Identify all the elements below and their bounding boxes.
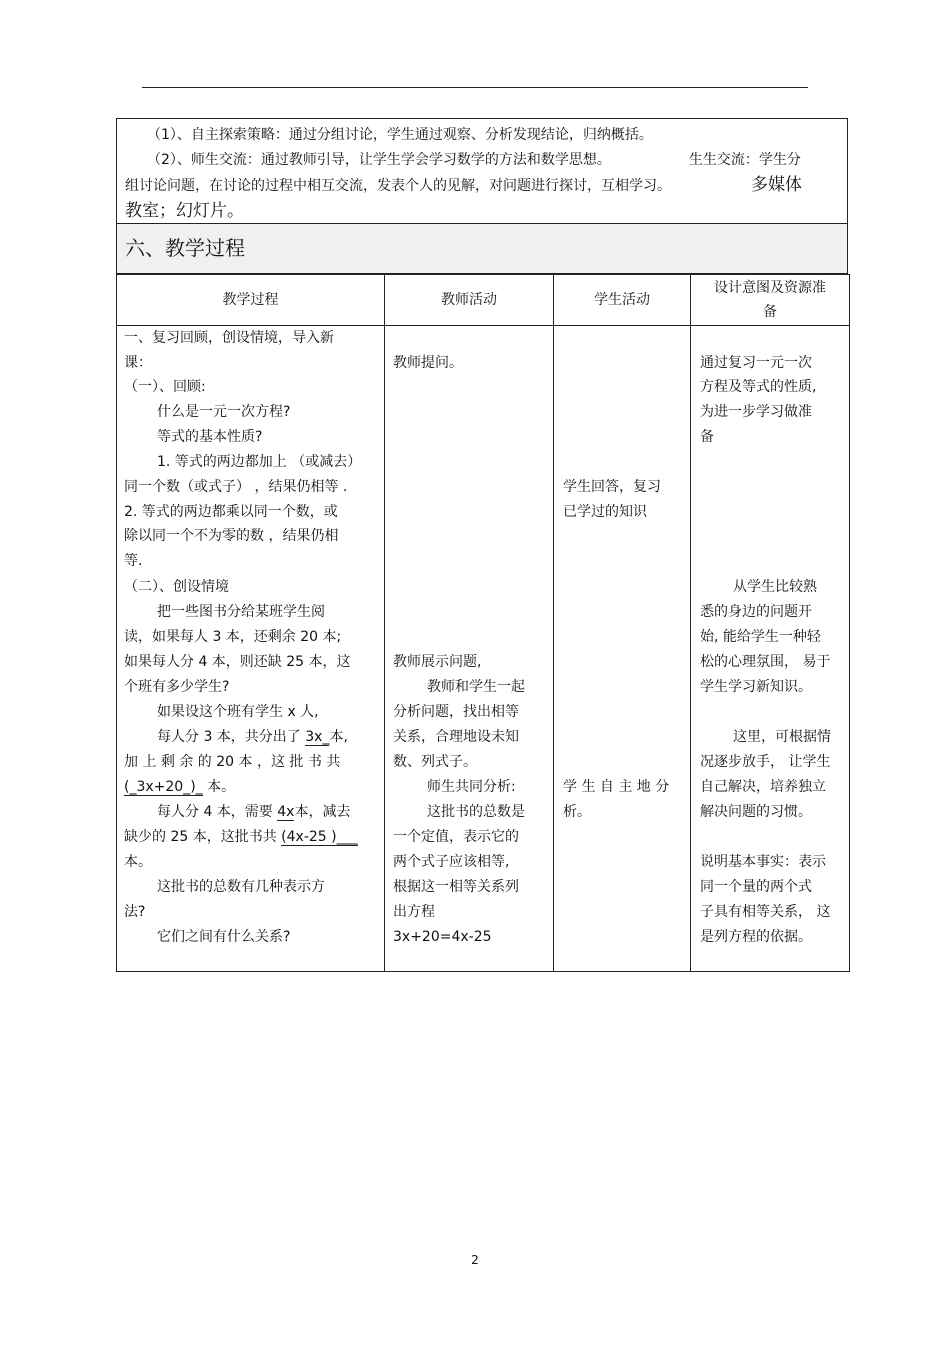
intent-cell [691, 326, 850, 972]
intent-line: 解决问题的习惯。 [700, 804, 812, 820]
teacher-line: 这批书的总数是 [427, 804, 525, 820]
process-line: 一、复习回顾，创设情境，导入新 [124, 330, 334, 346]
intent-line: 学生学习新知识。 [700, 679, 812, 695]
process-cell [117, 326, 385, 972]
teacher-line: 关系，合理地设未知 [393, 729, 519, 745]
strategy-box [116, 118, 848, 224]
teacher-line: 两个式子应该相等, [393, 854, 510, 870]
intent-line: 况逐步放手， 让学生 [700, 754, 831, 770]
process-line: 每人分 4 本，需要 4x本，减去 [157, 804, 351, 820]
teacher-line: 3x+20=4x-25 [393, 929, 492, 945]
section-title: 六、教学过程 [116, 224, 848, 274]
teacher-line: 分析问题，找出相等 [393, 704, 519, 720]
teacher-line: 教师和学生一起 [427, 679, 525, 695]
header-rule [142, 87, 808, 88]
header-intent: 设计意图及资源准 备 [691, 275, 850, 326]
blank-answer: (_3x+20_)_ [124, 779, 203, 795]
process-line: 缺少的 25 本，这批书共 (4x-25 )___ [124, 829, 358, 845]
page-number: 2 [471, 1253, 479, 1267]
intent-line: 备 [700, 429, 714, 445]
strategy-line-2: （2）、师生交流：通过教师引导，让学生学会学习数学的方法和数学思想。 生生交流：学生分 [147, 152, 801, 168]
process-line: 每人分 3 本，共分出了 3x_本, [157, 729, 348, 745]
process-line: 这批书的总数有几种表示方 [157, 879, 325, 895]
process-line: (_3x+20_)_ 本。 [124, 779, 236, 795]
teacher-line: 数、列式子。 [393, 754, 477, 770]
teacher-line: 一个定值，表示它的 [393, 829, 519, 845]
header-teacher: 教师活动 [385, 275, 554, 326]
intent-line: 说明基本事实：表示 [700, 854, 826, 870]
student-line: 析。 [563, 804, 591, 820]
strategy-line-4: 教室；幻灯片。 [125, 201, 244, 221]
blank-answer: 4x [277, 804, 295, 820]
strategy-line-1: （1）、自主探索策略：通过分组讨论，学生通过观察、分析发现结论，归纳概括。 [147, 127, 653, 143]
process-line: （一）、回顾: [124, 379, 206, 395]
process-line: 读，如果每人 3 本，还剩余 20 本; [124, 629, 342, 645]
intent-line: 子具有相等关系， 这 [700, 904, 831, 920]
process-line: 加 上 剩 余 的 20 本 ，这 批 书 共 [124, 754, 341, 770]
table-row [117, 326, 850, 972]
process-line: 如果设这个班有学生 x 人, [157, 704, 319, 720]
student-line: 学生回答，复习 [563, 479, 661, 495]
process-line: 什么是一元一次方程? [157, 404, 291, 420]
process-line: 本。 [124, 854, 152, 870]
teacher-line: 根据这一相等关系列 [393, 879, 519, 895]
process-line: （二）、创设情境 [124, 579, 229, 595]
teaching-process-table [116, 274, 850, 972]
intent-line: 从学生比较熟 [733, 579, 817, 595]
teacher-cell [385, 326, 554, 972]
intent-line: 方程及等式的性质, [700, 379, 817, 395]
process-line: 等. [124, 553, 143, 569]
intent-line: 这里，可根据情 [733, 729, 831, 745]
process-line: 除以同一个不为零的数 ，结果仍相 [124, 528, 339, 544]
intent-line: 同一个量的两个式 [700, 879, 812, 895]
process-line: 课： [124, 355, 152, 371]
process-line: 等式的基本性质? [157, 429, 263, 445]
table-header-row [117, 275, 850, 326]
student-cell [554, 326, 691, 972]
teacher-line: 师生共同分析: [427, 779, 516, 795]
teacher-line: 出方程 [393, 904, 435, 920]
intent-line: 始, 能给学生一种轻 [700, 629, 821, 645]
header-student: 学生活动 [554, 275, 691, 326]
intent-line: 为进一步学习做准 [700, 404, 812, 420]
strategy-line-3: 组讨论问题，在讨论的过程中相互交流，发表个人的见解，对问题进行探讨，互相学习。 多媒体 [125, 175, 802, 195]
process-line: 它们之间有什么关系? [157, 929, 291, 945]
header-process: 教学过程 [117, 275, 385, 326]
process-line: 同一个数（或式子） ，结果仍相等 . [124, 479, 348, 495]
process-line: 个班有多少学生? [124, 679, 230, 695]
teacher-line: 教师展示问题, [393, 654, 482, 670]
process-line: 把一些图书分给某班学生阅 [157, 604, 325, 620]
intent-line: 松的心理氛围， 易于 [700, 654, 831, 670]
process-line: 如果每人分 4 本，则还缺 25 本，这 [124, 654, 351, 670]
intent-line: 是列方程的依据。 [700, 929, 812, 945]
process-line: 1. 等式的两边都加上 （或减去） [157, 454, 362, 470]
teacher-line: 教师提问。 [393, 355, 463, 371]
blank-answer: (4x-25 )___ [281, 829, 358, 845]
process-line: 2. 等式的两边都乘以同一个数，或 [124, 504, 338, 520]
blank-answer: 3x_ [305, 729, 330, 745]
student-line: 学 生 自 主 地 分 [563, 779, 670, 795]
process-line: 法? [124, 904, 146, 920]
student-line: 已学过的知识 [563, 504, 647, 520]
intent-line: 悉的身边的问题开 [700, 604, 812, 620]
intent-line: 自己解决，培养独立 [700, 779, 826, 795]
intent-line: 通过复习一元一次 [700, 355, 812, 371]
